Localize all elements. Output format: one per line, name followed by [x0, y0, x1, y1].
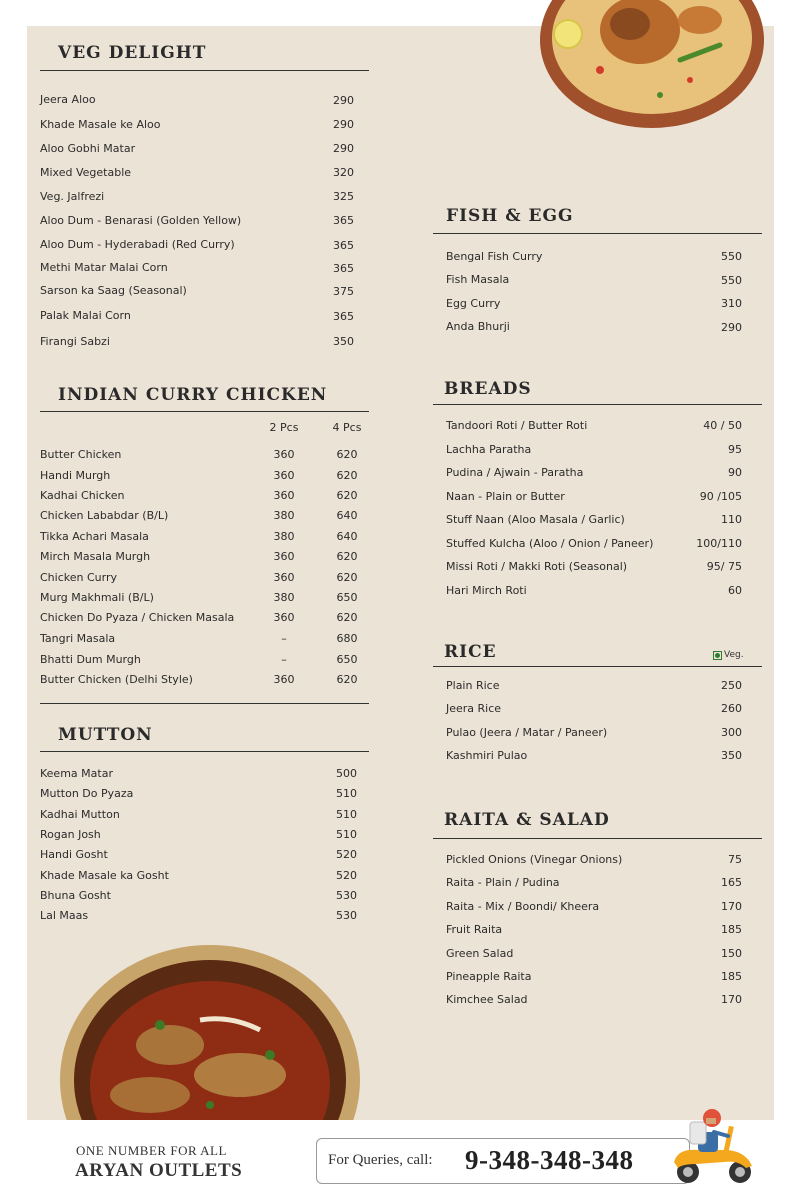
- list-item: Hari Mirch Roti: [446, 584, 527, 597]
- item-price: 100/110: [696, 537, 742, 550]
- item-price: 90: [728, 466, 742, 479]
- item-price-2pcs: 360: [273, 489, 295, 502]
- list-item: Methi Matar Malai Corn: [40, 261, 168, 274]
- item-price: 350: [721, 749, 742, 762]
- item-price: 500: [336, 767, 357, 780]
- item-price-4pcs: 680: [336, 632, 358, 645]
- item-price: 530: [336, 889, 357, 902]
- list-item: Green Salad: [446, 947, 514, 960]
- item-price-4pcs: 620: [336, 673, 358, 686]
- section-divider: [40, 751, 369, 752]
- list-item: Handi Murgh: [40, 469, 111, 482]
- item-price: 365: [333, 214, 354, 227]
- item-price-4pcs: 620: [336, 448, 358, 461]
- footer-tagline: ONE NUMBER FOR ALL: [76, 1143, 227, 1158]
- list-item: Chicken Do Pyaza / Chicken Masala: [40, 611, 235, 624]
- item-price: 165: [721, 876, 742, 889]
- item-price: 90 /105: [699, 490, 742, 503]
- list-item: Pickled Onions (Vinegar Onions): [446, 853, 623, 866]
- item-price: 185: [721, 970, 742, 983]
- veg-symbol-icon: [713, 651, 722, 660]
- item-price: 290: [333, 94, 354, 107]
- item-price: 550: [721, 274, 742, 287]
- list-item: Handi Gosht: [40, 848, 108, 861]
- item-price-4pcs: 650: [336, 591, 358, 604]
- list-item: Kadhai Mutton: [40, 808, 120, 821]
- list-item: Aloo Dum - Hyderabadi (Red Curry): [40, 238, 235, 251]
- item-price: 150: [721, 947, 742, 960]
- item-price-4pcs: 640: [336, 509, 358, 522]
- item-price-4pcs: 640: [336, 530, 358, 543]
- item-price-2pcs: 380: [273, 530, 295, 543]
- item-price-2pcs: 360: [273, 550, 295, 563]
- item-price-4pcs: 620: [336, 469, 358, 482]
- list-item: Lachha Paratha: [446, 443, 532, 456]
- item-price: 95: [728, 443, 742, 456]
- list-item: Khade Masale ke Aloo: [40, 118, 161, 131]
- item-price: 375: [333, 285, 354, 298]
- item-price-2pcs: 360: [273, 611, 295, 624]
- footer-brand: ARYAN OUTLETS: [75, 1160, 243, 1181]
- list-item: Egg Curry: [446, 297, 501, 310]
- section-divider: [433, 233, 762, 234]
- list-item: Butter Chicken: [40, 448, 122, 461]
- list-item: Jeera Aloo: [40, 93, 96, 106]
- item-price: 170: [721, 993, 742, 1006]
- item-price: 40 / 50: [703, 419, 742, 432]
- item-price: 110: [721, 513, 742, 526]
- list-item: Pudina / Ajwain - Paratha: [446, 466, 584, 479]
- item-price: 510: [336, 828, 357, 841]
- item-price-4pcs: 620: [336, 571, 358, 584]
- item-price-2pcs: –: [281, 653, 287, 666]
- list-item: Kashmiri Pulao: [446, 749, 528, 762]
- list-item: Mutton Do Pyaza: [40, 787, 134, 800]
- list-item: Palak Malai Corn: [40, 309, 131, 322]
- list-item: Fruit Raita: [446, 923, 503, 936]
- section-divider: [433, 404, 762, 405]
- list-item: Mixed Vegetable: [40, 166, 132, 179]
- item-price: 300: [721, 726, 742, 739]
- item-price-2pcs: 360: [273, 469, 295, 482]
- mutton-curry-bowl-image: [60, 945, 370, 1120]
- item-price: 185: [721, 923, 742, 936]
- list-item: Keema Matar: [40, 767, 113, 780]
- list-item: Chicken Curry: [40, 571, 117, 584]
- item-price: 350: [333, 335, 354, 348]
- section-title-indian-curry-chicken: INDIAN CURRY CHICKEN: [58, 385, 328, 405]
- item-price-2pcs: 380: [273, 591, 295, 604]
- item-price-2pcs: 380: [273, 509, 295, 522]
- veg-label: Veg.: [724, 650, 744, 660]
- list-item: Butter Chicken (Delhi Style): [40, 673, 193, 686]
- item-price: 365: [333, 310, 354, 323]
- list-item: Bengal Fish Curry: [446, 250, 543, 263]
- list-item: Plain Rice: [446, 679, 500, 692]
- section-divider: [433, 666, 762, 667]
- item-price-4pcs: 620: [336, 611, 358, 624]
- item-price: 95/ 75: [706, 560, 742, 573]
- item-price: 60: [728, 584, 742, 597]
- section-title-breads: BREADS: [444, 379, 532, 399]
- list-item: Bhuna Gosht: [40, 889, 111, 902]
- column-header-4pcs: 4 Pcs: [332, 421, 362, 434]
- list-item: Tangri Masala: [40, 632, 116, 645]
- section-divider: [433, 838, 762, 839]
- query-label: For Queries, call:: [328, 1152, 433, 1168]
- section-divider: [40, 411, 369, 412]
- list-item: Mirch Masala Murgh: [40, 550, 151, 563]
- list-item: Aloo Dum - Benarasi (Golden Yellow): [40, 214, 242, 227]
- section-title-raita-salad: RAITA & SALAD: [444, 810, 610, 830]
- section-title-fish-egg: FISH & EGG: [446, 206, 574, 226]
- section-title-rice: RICE: [444, 642, 497, 662]
- list-item: Raita - Mix / Boondi/ Kheera: [446, 900, 600, 913]
- list-item: Sarson ka Saag (Seasonal): [40, 284, 187, 297]
- item-price: 365: [333, 239, 354, 252]
- column-header-2pcs: 2 Pcs: [269, 421, 299, 434]
- item-price: 520: [336, 848, 357, 861]
- delivery-scooter-icon: [668, 1092, 758, 1188]
- item-price-4pcs: 620: [336, 489, 358, 502]
- list-item: Jeera Rice: [446, 702, 502, 715]
- biryani-bowl-image: [540, 0, 765, 130]
- item-price: 250: [721, 679, 742, 692]
- section-title-mutton: MUTTON: [58, 725, 153, 745]
- phone-number[interactable]: 9-348-348-348: [465, 1145, 634, 1175]
- item-price-4pcs: 650: [336, 653, 358, 666]
- list-item: Bhatti Dum Murgh: [40, 653, 141, 666]
- item-price: 520: [336, 869, 357, 882]
- item-price: 510: [336, 808, 357, 821]
- list-item: Tandoori Roti / Butter Roti: [446, 419, 588, 432]
- item-price-2pcs: 360: [273, 571, 295, 584]
- list-item: Naan - Plain or Butter: [446, 490, 565, 503]
- list-item: Anda Bhurji: [446, 320, 510, 333]
- list-item: Tikka Achari Masala: [40, 530, 149, 543]
- item-price: 510: [336, 787, 357, 800]
- list-item: Chicken Lababdar (B/L): [40, 509, 169, 522]
- item-price: 290: [333, 142, 354, 155]
- item-price: 260: [721, 702, 742, 715]
- item-price: 320: [333, 166, 354, 179]
- list-item: Missi Roti / Makki Roti (Seasonal): [446, 560, 628, 573]
- item-price: 550: [721, 250, 742, 263]
- item-price: 310: [721, 297, 742, 310]
- veg-badge: [713, 650, 744, 660]
- item-price-2pcs: –: [281, 632, 287, 645]
- list-item: Lal Maas: [40, 909, 89, 922]
- section-title-veg-delight: VEG DELIGHT: [58, 43, 207, 63]
- list-item: Aloo Gobhi Matar: [40, 142, 136, 155]
- item-price-2pcs: 360: [273, 673, 295, 686]
- item-price: 290: [721, 321, 742, 334]
- list-item: Firangi Sabzi: [40, 335, 110, 348]
- item-price-4pcs: 620: [336, 550, 358, 563]
- list-item: Murg Makhmali (B/L): [40, 591, 154, 604]
- item-price: 75: [728, 853, 742, 866]
- item-price: 530: [336, 909, 357, 922]
- item-price-2pcs: 360: [273, 448, 295, 461]
- list-item: Raita - Plain / Pudina: [446, 876, 560, 889]
- list-item: Stuff Naan (Aloo Masala / Garlic): [446, 513, 625, 526]
- list-item: Fish Masala: [446, 273, 510, 286]
- item-price: 290: [333, 118, 354, 131]
- list-item: Pulao (Jeera / Matar / Paneer): [446, 726, 608, 739]
- list-item: Veg. Jalfrezi: [40, 190, 105, 203]
- list-item: Pineapple Raita: [446, 970, 532, 983]
- list-item: Rogan Josh: [40, 828, 101, 841]
- item-price: 170: [721, 900, 742, 913]
- list-item: Khade Masale ka Gosht: [40, 869, 169, 882]
- list-item: Stuffed Kulcha (Aloo / Onion / Paneer): [446, 537, 654, 550]
- section-divider: [40, 703, 369, 704]
- list-item: Kadhai Chicken: [40, 489, 125, 502]
- section-divider: [40, 70, 369, 71]
- list-item: Kimchee Salad: [446, 993, 528, 1006]
- item-price: 365: [333, 262, 354, 275]
- item-price: 325: [333, 190, 354, 203]
